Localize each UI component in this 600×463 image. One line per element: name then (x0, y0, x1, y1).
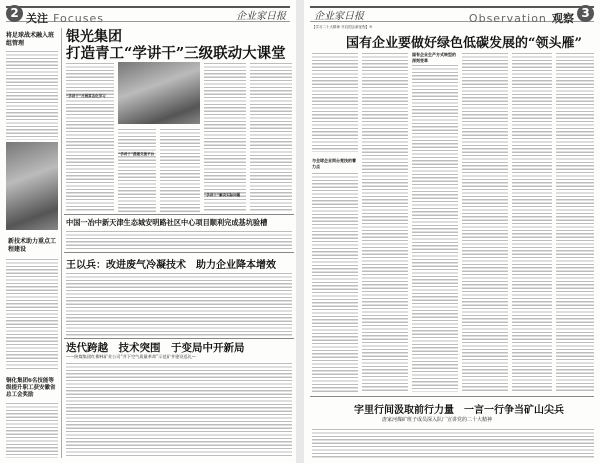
classroom-photo (118, 62, 200, 124)
article-text (66, 362, 292, 458)
sidebar-story-title: 将足球战术融入班组管理 (6, 32, 55, 47)
article-text (204, 62, 246, 212)
section-title: 观察 (552, 12, 574, 25)
divider (310, 396, 594, 397)
lead-headline-line1: 银光集团 (66, 29, 122, 45)
article-subhead: 与全球企业同台竞技的着力点 (312, 158, 356, 169)
story-headline: 中国一冶中新天津生态城安明路社区中心项目顺利完成基坑验槽 (66, 218, 268, 227)
article-text (556, 52, 594, 392)
story-headline: 迭代跨越 技术突围 于变局中开新局 (66, 342, 245, 354)
masthead: 企业家日报 (314, 11, 364, 22)
article-text (250, 62, 292, 212)
article-text (6, 258, 58, 370)
article-subhead: “学讲干”解决实际问题 (204, 193, 241, 197)
article-text (66, 272, 292, 336)
article-text (160, 128, 200, 212)
sidebar-story-title: 新技术助力重点工程建设 (8, 238, 57, 253)
worker-photo (6, 142, 58, 230)
column-divider (61, 28, 62, 458)
article-text (66, 62, 114, 212)
article-text (412, 64, 458, 392)
article-text (6, 50, 58, 140)
lead-headline: 国有企业要做好绿色低碳发展的“领头雁” (346, 36, 582, 51)
article-text (312, 428, 594, 458)
story-subtitle: 唐家河煤矿班子成员深入队厂宣讲党的二十大精神 (382, 417, 493, 423)
left-page (0, 0, 296, 463)
section-label (469, 7, 574, 26)
article-text (6, 402, 58, 458)
section-title-en: Focuses (53, 12, 105, 25)
article-subhead: “学讲干”搭建交流平台 (118, 152, 155, 156)
article-text (118, 128, 156, 212)
divider (64, 338, 294, 339)
page-number-badge: 2 (6, 5, 23, 22)
page-gutter (296, 0, 304, 463)
section-title-en: Observation (468, 12, 547, 25)
right-page (304, 0, 600, 463)
page-number-badge: 3 (577, 5, 594, 22)
article-subhead: 国有企业生产方式转型的深刻变革 (412, 52, 456, 63)
story-headline: 字里行间汲取前行力量 一言一行争当矿山尖兵 (354, 405, 564, 416)
story-subtitle: ——陕煤集团红柳林矿业公司“井下空气质量革命”示范矿井建设巡礼— (66, 354, 196, 359)
article-text (462, 52, 508, 392)
section-title: 关注 (26, 12, 48, 25)
section-label (26, 7, 104, 26)
article-text (512, 52, 552, 392)
series-kicker: 【学习二十大精神 开启国企新征程】⑤ (312, 25, 373, 29)
article-text (312, 52, 358, 152)
article-text (66, 230, 292, 250)
lead-headline-line2: 打造青工“学讲干”三级联动大课堂 (66, 45, 286, 62)
article-subhead: “学讲干”开展常态化学习 (66, 94, 106, 98)
story-headline: 王以兵：改进废气冷凝技术 助力企业降本增效 (66, 260, 276, 271)
article-text (312, 172, 358, 392)
divider (64, 252, 294, 253)
sidebar-story-title: 铜化集团6名技能等级提升职工获安徽省总工会奖励 (6, 378, 56, 398)
divider (64, 214, 294, 215)
masthead: 企业家日报 (236, 11, 286, 22)
article-text (362, 52, 408, 392)
